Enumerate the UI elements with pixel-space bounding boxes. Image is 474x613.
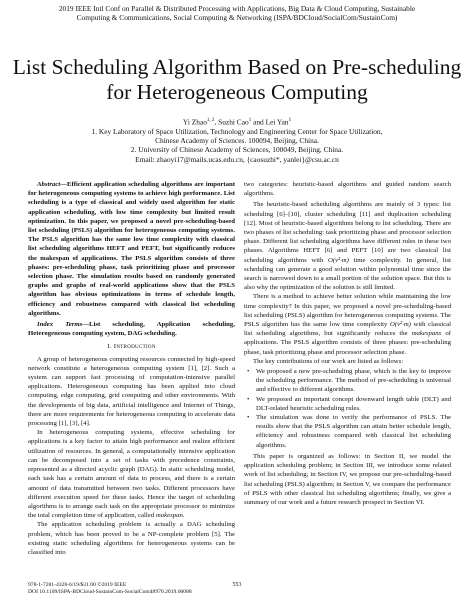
right-column bbox=[244, 180, 451, 507]
conference-line-1: 2019 IEEE Intl Conf on Parallel & Distributed Processing with Applications, Big Data & Cloud Computing, Sustainable bbox=[58, 4, 416, 13]
contribution-list bbox=[244, 367, 451, 450]
paragraph bbox=[28, 428, 235, 520]
paragraph-text: . bbox=[182, 512, 185, 520]
complexity-formula: O(v²·m) bbox=[389, 321, 411, 329]
author-2: , Suzhi Cao bbox=[214, 117, 249, 127]
index-terms-label: Index Terms bbox=[37, 321, 83, 329]
author-block bbox=[20, 116, 454, 164]
section-heading-introduction: I. Introduction bbox=[107, 343, 156, 351]
footer-notes bbox=[28, 582, 192, 596]
isbn-line: 978-1-7281-4328-6/19/$31.00 ©2019 IEEE bbox=[28, 582, 127, 588]
paragraph: The key contributions of our work are listed as follows: bbox=[253, 357, 404, 365]
paragraph: two categories: heuristic-based algorithms and guided random search algorithms. bbox=[244, 181, 451, 198]
paragraph-text: time complexity. In general, list scheduling can generate a good solution within polynomial time since the search is narrowed down to a small portion of the solution space. But this is also why the optimization of the solution is still limited. bbox=[244, 256, 451, 292]
term-makespan: makespan bbox=[155, 512, 183, 520]
paragraph: A group of heterogeneous computing resources connected by high-speed network constitute a heterogeneous computing system [1], [2]. Such a system can support fast processing of computation-intensive parallel applications. Heterogeneous computing has been applied into cloud computing, edge computing, grid computing and other environments. With the developments of big data, artificial intelligence and Internet of Things, there are more requirements for heterogeneous computing to accelerate data processing [1], [3], [4]. bbox=[28, 355, 235, 428]
term-makespans: makespans bbox=[411, 330, 442, 338]
affiliation-2: 2. University of Chinese Academy of Sciences, 100049, Beijing, China. bbox=[130, 145, 344, 155]
affiliation-1b: Chinese Academy of Sciences. 100094, Beijing, China. bbox=[155, 136, 319, 146]
left-column bbox=[28, 180, 235, 557]
author-emails: Email: zhaoyi17@mails.ucas.edu.cn, {caosuzhi*, yanlei}@csu.ac.cn bbox=[135, 154, 339, 164]
title-line-1: List Scheduling Algorithm Based on Pre-scheduling bbox=[12, 55, 462, 79]
author-1-affil: 1, 2 bbox=[206, 118, 215, 123]
conference-header bbox=[20, 4, 454, 22]
abstract-text: —Efficient application scheduling algorithms are important for heterogeneous computing systems to achieve high performance. List scheduling is a type of classical and widely used algorithm for static application scheduling, with low time complexity but limited result optimization. In this paper, we proposed a novel pre-scheduling-based list scheduling (PSLS) algorithm for heterogeneous computing systems. The PSLS algorithm has the same low time complexity with classical list scheduling algorithms HEFT and PEFT, but significantly reduces the makespan of applications. The PSLS algorithm consists of three phases: pre-scheduling phase, task prioritizing phase and processor selection phase. The simulation results based on randomly generated graphs and graphs of real-world applications show that the PSLS algorithm has obvious optimizations in terms of schedule length, efficiency and robustness compared with classical list scheduling algorithms. bbox=[28, 181, 235, 317]
author-2-affil: 1 bbox=[248, 118, 252, 123]
paragraph bbox=[244, 292, 451, 356]
abstract bbox=[28, 180, 235, 318]
affiliation-1a: 1. Key Laboratory of Space Utilization, Technology and Engineering Center for Space Utilization, bbox=[91, 126, 383, 136]
list-item: • The simulation was done to verify the performance of PSLS. The results show that the PSLS algorithm can attain better schedule length, efficiency and robustness compared with classical list scheduling algorithms. bbox=[256, 413, 451, 450]
page-number: 553 bbox=[232, 582, 242, 588]
index-terms bbox=[28, 320, 235, 338]
complexity-formula: O(v²·m) bbox=[327, 256, 349, 264]
list-item: • We proposed an important concept downward length table (DLT) and DLT-related heuristic scheduling rules. bbox=[256, 395, 451, 413]
author-names bbox=[20, 116, 454, 127]
paper-title bbox=[10, 55, 464, 104]
paragraph bbox=[244, 200, 451, 292]
author-3-affil: 1 bbox=[288, 118, 292, 123]
abstract-label: Abstract bbox=[37, 181, 61, 188]
conference-line-2: Computing & Communications, Social Computing & Networking (ISPA/BDCloud/SocialCom/SustainCom) bbox=[76, 13, 398, 23]
paragraph: This paper is organized as follows: in Section II, we model the application scheduling problem; in Section III, we introduce some related work of list scheduling; in Section IV, we propose our pre-scheduling-based list scheduling (PSLS) algorithm; in Section V, we compare the performance of PSLS with other classical list scheduling algorithms; finally, we give a summary of our work and a future research prospect in Section VI. bbox=[244, 452, 451, 506]
index-terms-text: —List scheduling, Application scheduling, Heterogeneous computing system, DAG scheduling. bbox=[28, 321, 235, 338]
paragraph-text: The heuristic-based scheduling algorithms are mainly of 3 types: list scheduling [6]–[10], cluster scheduling [11] and duplication scheduling [12]. Most of heuristic-based algorithms belong to list scheduling. There are two phases of list scheduling: task prioritizing phase and processor selection phase. Different list scheduling algorithms have different rules in these two phases. Algorithms HEFT [6] and PEFT [10] are two classical list scheduling algorithms with bbox=[244, 201, 451, 264]
paragraph-text: with classical list scheduling algorithms, but significantly reduces the bbox=[244, 321, 451, 338]
author-1: Yi Zhao bbox=[182, 117, 207, 127]
paragraph-text: There is a method to achieve better solution while maintaining the low time complexity? In this paper, we proposed a novel pre-scheduling-based list scheduling (PSLS) algorithm for heterogeneous computing systems. The PSLS algorithm has the same low time complexity bbox=[244, 293, 451, 329]
title-line-2: for Heterogeneous Computing bbox=[106, 79, 368, 104]
paragraph: The application scheduling problem is actually a DAG scheduling problem, which has been proved to be a NP-complete problem [5]. The existing static scheduling algorithms for heterogeneous systems can be classified into bbox=[28, 521, 235, 556]
author-3: and Lei Yan bbox=[251, 117, 289, 127]
list-item: • We proposed a new pre-scheduling phase, which is the key to improve the scheduling performance. The method of pre-scheduling is universal and effective to different algorithms. bbox=[256, 367, 451, 395]
paragraph-text: of applications. The PSLS algorithm consists of three phases: pre-scheduling phase, task prioritizing phase and processor selection phase. bbox=[244, 330, 451, 356]
paragraph-text: In heterogeneous computing systems, effective scheduling for applications is a key factor to attain high performance and realize efficient utilization of resources. In general, a computationally intensive application can be decomposed into a set of tasks with precedence constraints, represented as a directed acyclic graph (DAG). In static scheduling model, each task has a certain amount of data to process, and there is a certain amount of data transmitted between two tasks. Different processors have different execution speed for these tasks. Hence the target of scheduling algorithms is to arrange each task on the appropriate processor to minimize the total completion time of application, called bbox=[28, 429, 235, 520]
doi-line: DOI 10.1109/ISPA-BDCloud-SustainCom-SocialCom48970.2019.00088 bbox=[28, 589, 192, 595]
